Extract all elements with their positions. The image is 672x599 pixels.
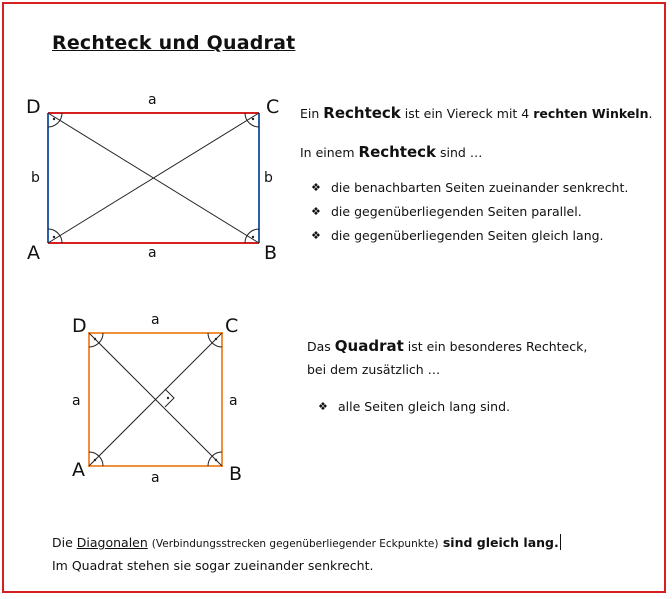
diagonal-term: Diagonalen <box>76 535 148 550</box>
diamond-bullet-icon: ❖ <box>311 181 321 194</box>
rect-definition-post: . <box>648 106 653 121</box>
square-side-label-left: a <box>72 393 81 409</box>
diamond-bullet-icon: ❖ <box>318 400 328 413</box>
rect-definition-bold: rechten Winkeln <box>533 106 649 121</box>
square-side-label-top: a <box>151 312 160 328</box>
square-definition <box>307 337 587 355</box>
diamond-bullet-icon: ❖ <box>311 205 321 218</box>
square-bullet-1 <box>318 399 510 414</box>
rect-definition-pre: Ein <box>300 106 324 121</box>
rect-intro-pre: In einem <box>300 145 359 160</box>
square-bullet-text: alle Seiten gleich lang sind. <box>338 399 510 414</box>
rect-definition <box>300 104 652 122</box>
rect-side-label-right: b <box>264 170 273 186</box>
square-side-label-right: a <box>229 393 238 409</box>
square-vertex-d: D <box>72 315 87 337</box>
rect-side-label-top: a <box>148 92 157 108</box>
text-cursor <box>560 534 561 550</box>
diagonal-statement-line2: Im Quadrat stehen sie sogar zueinander senkrecht. <box>52 558 374 573</box>
square-definition-post: ist ein besonderes Rechteck, <box>403 339 588 354</box>
rect-bullet-2 <box>311 204 582 219</box>
rect-side-label-bottom: a <box>148 245 157 261</box>
rectangle-figure <box>48 113 259 243</box>
diagonal-explanation: (Verbindungsstrecken gegenüberliegender Eckpunkte) <box>151 538 439 550</box>
rect-bullet-3 <box>311 228 604 243</box>
square-vertex-c: C <box>225 315 239 337</box>
diagonal-statement-post: sind gleich lang. <box>438 535 559 550</box>
square-vertex-b: B <box>229 463 243 485</box>
rect-vertex-a: A <box>27 242 40 264</box>
rect-bullet-text: die gegenüberliegenden Seiten gleich lang. <box>331 228 604 243</box>
square-figure <box>89 333 222 466</box>
page-title: Rechteck und Quadrat <box>52 32 296 54</box>
rect-intro-term: Rechteck <box>358 143 437 161</box>
diamond-bullet-icon: ❖ <box>311 229 321 242</box>
square-definition-term: Quadrat <box>334 337 404 355</box>
diagonal-statement <box>52 534 561 550</box>
rect-intro-post: sind … <box>436 145 483 160</box>
square-definition-line2: bei dem zusätzlich … <box>307 362 441 377</box>
square-definition-pre: Das <box>307 339 335 354</box>
rect-vertex-c: C <box>266 96 280 118</box>
rect-vertex-d: D <box>26 96 41 118</box>
square-side-label-bottom: a <box>151 470 160 486</box>
rect-definition-term: Rechteck <box>323 104 401 122</box>
rect-intro <box>300 143 482 161</box>
diagonal-statement-pre: Die <box>52 535 77 550</box>
rect-bullet-1 <box>311 180 628 195</box>
rect-side-label-left: b <box>31 170 40 186</box>
rect-bullet-text: die benachbarten Seiten zueinander senkrecht. <box>331 180 629 195</box>
rect-bullet-text: die gegenüberliegenden Seiten parallel. <box>331 204 582 219</box>
square-vertex-a: A <box>72 459 85 481</box>
rect-vertex-b: B <box>264 242 278 264</box>
rect-definition-mid: ist ein Viereck mit 4 <box>400 106 534 121</box>
